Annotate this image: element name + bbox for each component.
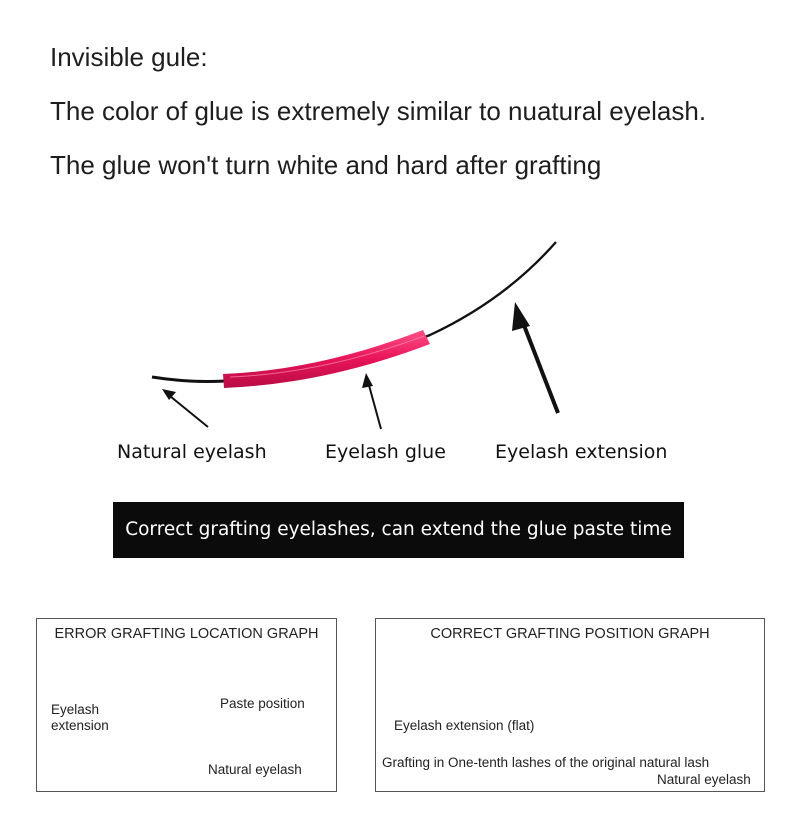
heading-line-1: Invisible gule: [50,42,208,72]
natural-eyelash-label: Natural eyelash [117,441,267,463]
eyelash-glue-arrow [362,373,381,429]
correct-natural-eyelash-label: Natural eyelash [657,772,751,787]
correct-panel-title: CORRECT GRAFTING POSITION GRAPH [430,626,710,642]
flat-extension-label: Eyelash extension (flat) [394,718,535,733]
eyelash-glue-label: Eyelash glue [325,441,446,463]
error-natural-eyelash-label: Natural eyelash [208,762,302,777]
grafting-banner: Correct grafting eyelashes, can extend the glue paste time [113,502,684,558]
eyelash-extension-arrow [512,302,558,413]
eyelash-extension-shape [225,242,556,381]
natural-eyelash-arrow [162,389,208,427]
error-extension-label-line2: extension [51,718,109,733]
heading-line-3: The glue won't turn white and hard after grafting [50,150,602,180]
eyelash-glue-shape [223,330,430,388]
grafting-position-label: Grafting in One-tenth lashes of the original natural lash [382,755,710,770]
eyelash-extension-label: Eyelash extension [495,441,668,463]
error-extension-label-line1: Eyelash [51,702,100,717]
heading-line-2: The color of glue is extremely similar to nuatural eyelash. [50,96,707,126]
paste-position-label: Paste position [220,696,305,711]
natural-eyelash-shape [152,377,225,382]
error-panel-title: ERROR GRAFTING LOCATION GRAPH [54,626,319,642]
